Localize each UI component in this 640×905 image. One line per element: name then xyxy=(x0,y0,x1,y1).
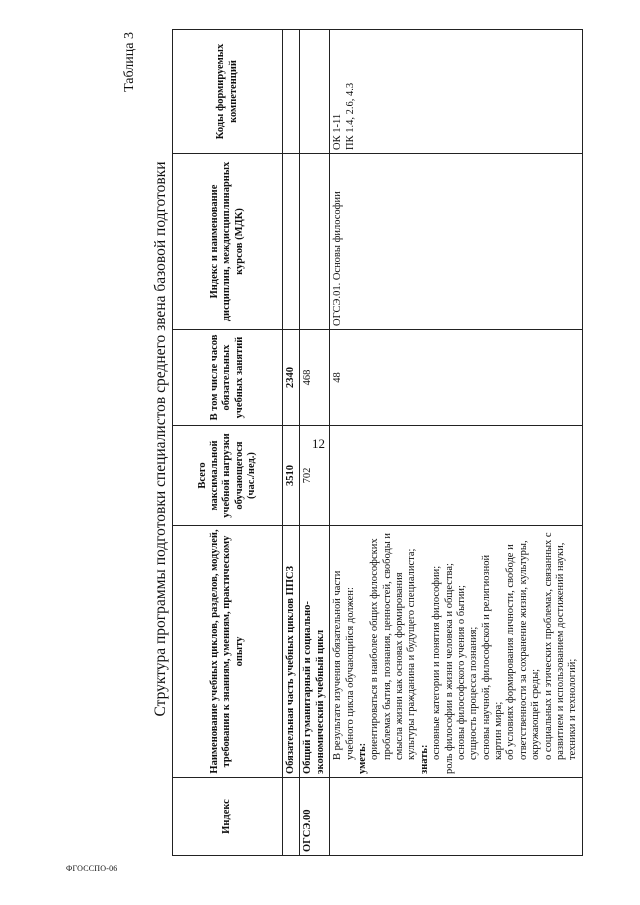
header-max-load: Всего максимальной учебной нагрузки обучающегося (час./нед.) xyxy=(173,426,283,526)
footer-code: ФГОССПО-06 xyxy=(66,864,118,873)
header-codes: Коды формируемых компетенций xyxy=(173,30,283,154)
row-detail-requirements xyxy=(330,526,583,778)
row-oge-index: ОГСЭ.00 xyxy=(300,778,330,856)
header-mandatory: В том числе часов обязательных учебных занятий xyxy=(173,330,283,426)
row-detail-discipline: ОГСЭ.01. Основы философии xyxy=(330,154,583,330)
detail-know-1: основные категории и понятия философии; xyxy=(431,565,443,760)
detail-codes-ok: ОК 1-11 xyxy=(332,113,344,150)
header-discipline: Индекс и наименование дисциплин, междисциплинарных курсов (МДК) xyxy=(173,154,283,330)
detail-know-5: основы научной, философской и религиозной картин мира; xyxy=(480,554,504,760)
header-row xyxy=(173,30,283,856)
detail-intro: В результате изучения обязательной части учебного цикла обучающийся должен: xyxy=(332,570,356,760)
detail-know-4: сущность процесса познания; xyxy=(468,626,480,760)
header-index: Индекс xyxy=(173,778,283,856)
table-row xyxy=(330,30,583,856)
table-row xyxy=(283,30,300,856)
structure-table xyxy=(172,29,583,856)
header-name: Наименование учебных циклов, разделов, модулей, требования к знаниям, умениям, практическому опыту xyxy=(173,526,283,778)
row-mandatory-part-name: Обязательная часть учебных циклов ППСЗ xyxy=(283,526,300,778)
detail-know-3: основы философского учения о бытии; xyxy=(455,585,467,760)
rotated-table-block xyxy=(120,6,620,872)
row-oge-max: 702 xyxy=(300,426,330,526)
row-detail-mand: 48 xyxy=(330,330,583,426)
table-row xyxy=(300,30,330,856)
detail-codes-pk: ПК 1.4, 2.6, 4.3 xyxy=(344,82,356,150)
row-detail-codes xyxy=(330,30,583,154)
table-title: Структура программы подготовки специалистов среднего звена базовой подготовки xyxy=(152,161,169,717)
row-oge-name: Общий гуманитарный и социально-экономический учебный цикл xyxy=(300,526,330,778)
detail-know-6: об условиях формирования личности, свободе и ответственности за сохранение жизни, культуры, окружающей среды; xyxy=(505,540,542,760)
row-oge-mand: 468 xyxy=(300,330,330,426)
table-label: Таблица 3 xyxy=(122,32,137,92)
detail-can-1: ориентироваться в наиболее общих философских проблемах бытия, познания, ценностей, свободы и смысла жизни как основах формирования культуры гражданина и будущего специалиста; xyxy=(369,532,418,760)
detail-know-2: роль философии в жизни человека и общества; xyxy=(443,563,455,774)
page-number: 12 xyxy=(312,436,325,451)
detail-can-label: уметь: xyxy=(356,742,368,774)
row-mandatory-part-max: 3510 xyxy=(283,426,300,526)
detail-know-label: знать: xyxy=(418,744,430,774)
detail-know-7: о социальных и этических проблемах, связанных с развитием и использованием достижений науки, техники и технологий; xyxy=(542,532,579,760)
row-mandatory-part-mand: 2340 xyxy=(283,330,300,426)
